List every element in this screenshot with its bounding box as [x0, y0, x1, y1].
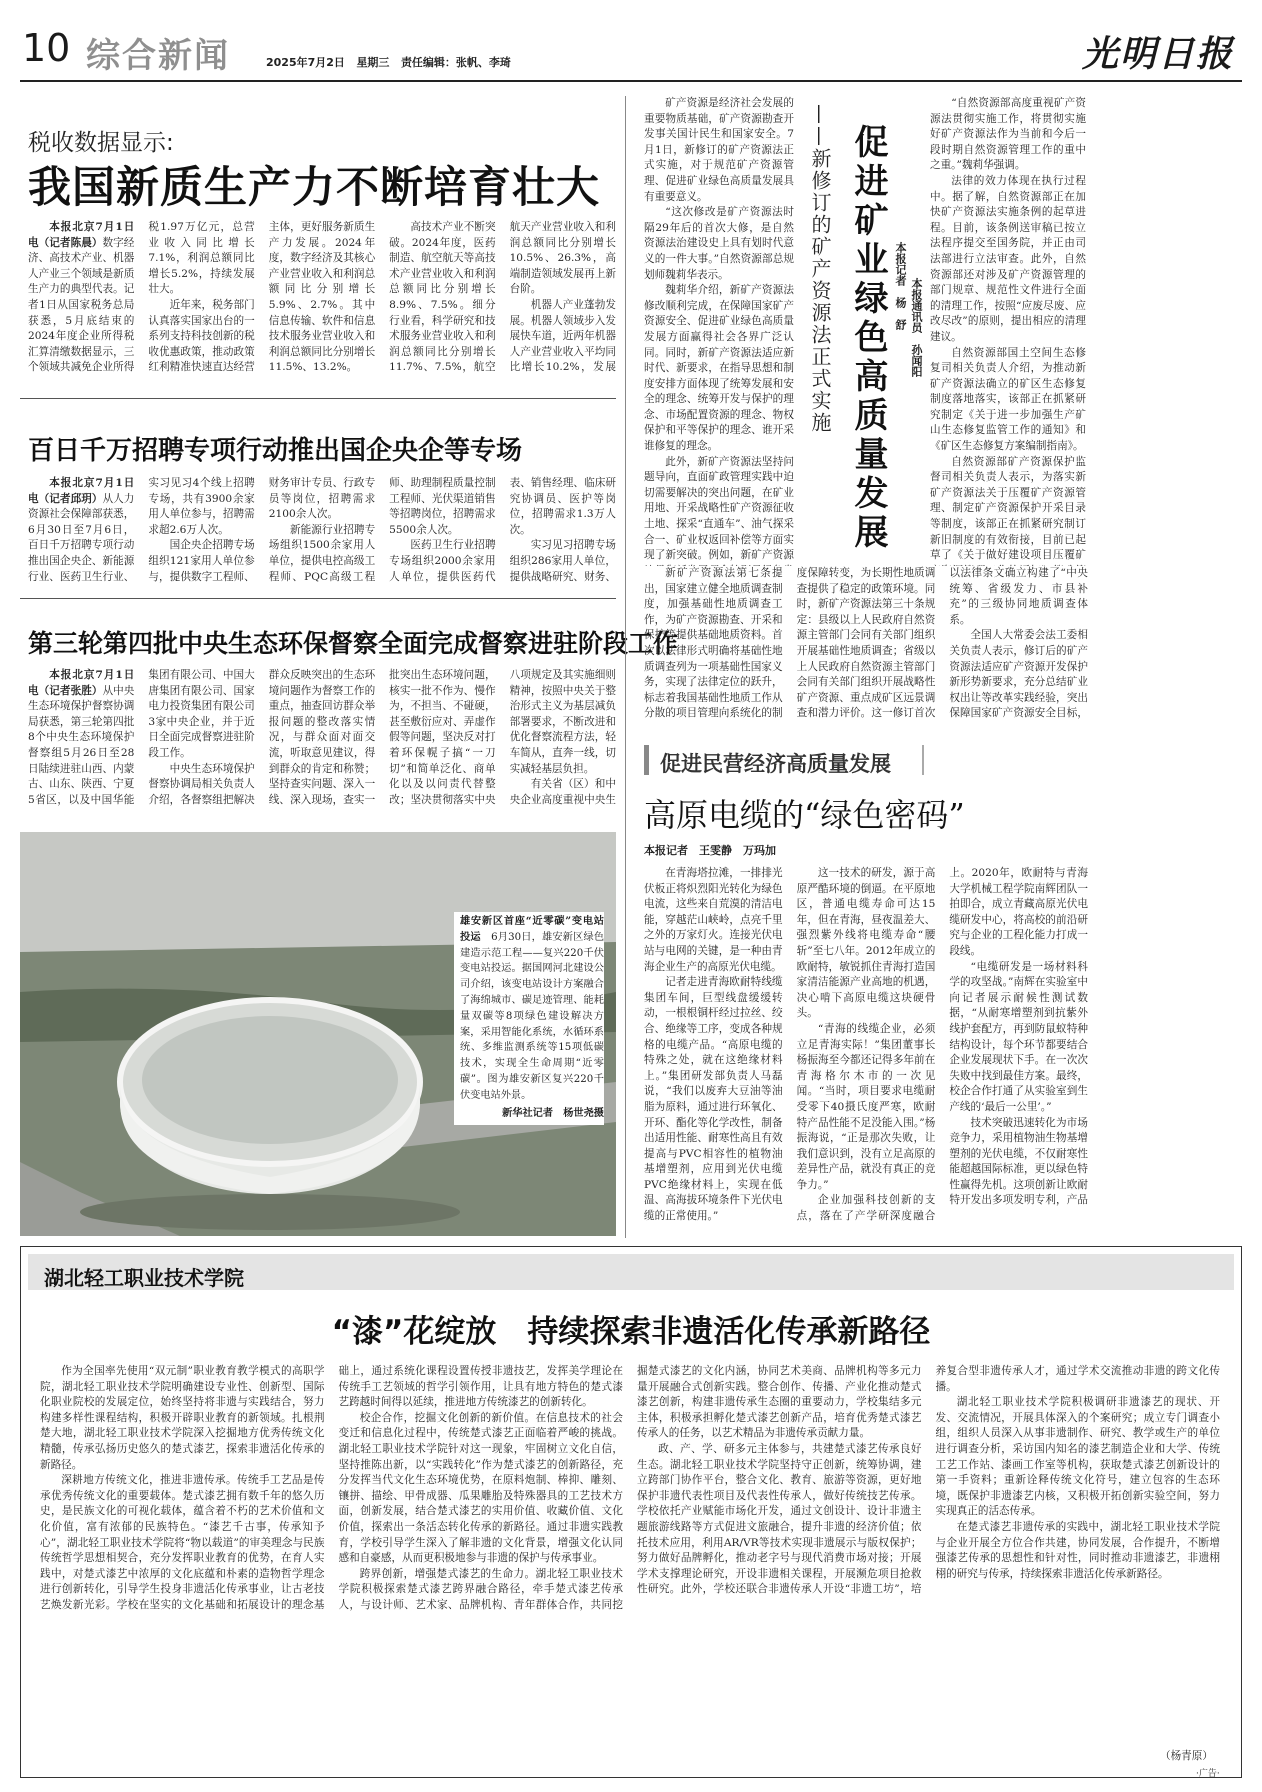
ad-para: 作为全国率先使用“双元制”职业教育教学模式的高职学院，湖北轻工职业技术学院明确建设专业性、创新型、国际化职业院校的发展定位，始终坚持将非遗与实践结合，努力构建多样性课程结构，积极开辟职业教育的新领域。扎根荆楚大地，湖北轻工职业技术学院深入挖掘地方优秀传统文化精髓，传承弘扬历史悠久的楚式漆艺，探索非遗活化传承的新路径。 — [40, 1365, 325, 1471]
mine-para: “这次修改是矿产资源法时隔29年后的首次大修，是自然资源法治建设史上具有划时代意义的一件大事。”自然资源部总规划师魏莉华表示。 — [644, 206, 794, 281]
divider — [20, 598, 616, 599]
mine-body-col2 — [930, 96, 1086, 566]
ad-para: 政、产、学、研多元主体参与，共建楚式漆艺传承良好生态。湖北轻工职业技术学院坚持守正创新，统筹协调，建立跨部门协作平台，整合文化、教育、旅游等资源，更好地保护非遗代表性项目及代表性传承人，做好传统技艺传承。学校依托产业赋能市场化开发，通过文创设计、设计非遗主题旅游线路等方式促进文旅融合，提升非遗的经济价值；依托技术应用，利用AR/VR等技术实现非遗展示与版权保护；努力做好品牌孵化，推动老字号与现代消费市场对接；开展学术支撑理论研究，开设非遗相关课程，开展濒危项目抢救性研究。此外，学校还联合非遗传承人开设“非遗工坊”，培养复合型非遗传承人才，通过学术交流推动非遗的跨文化传播。 — [637, 1365, 1220, 1596]
mine-para: 魏莉华介绍，新矿产资源法修改顺利完成，在保障国家矿产资源安全、促进矿业绿色高质量发展方面赢得社会各界广泛认同。同时，新矿产资源法适应新时代、新要求，在指导思想和制度安排方面体现了统筹发展和安全的理念、统筹开发与保护的理念、市场配置资源的理念、物权保护和平等保护的理念、谁开采谁修复的理念。 — [644, 284, 794, 453]
weekday: 星期三 — [356, 56, 390, 69]
cable-para: 这一技术的研发，源于高原严酷环境的倒逼。在平原地区，普通电缆寿命可达15年，但在青海，昼夜温差大、强烈紫外线将电缆寿命“腰斩”至七八年。2012年成立的欧耐特，敏锐抓住青海打造国家清洁能源产业高地的机遇，决心啃下高原电缆这块硬骨头。 — [796, 867, 936, 1020]
mine-byline-correspondent: 本报通讯员 孙闻阳 — [910, 278, 923, 377]
recruit-lead-bold: 本报北京7月1日电（记者邱玥） — [28, 477, 135, 505]
cable-para: 在青海塔拉滩，一排排光伏板正将炽烈阳光转化为绿色电流，这些来自荒漠的清洁电能，穿越茫山峡岭，点亮千里之外的万家灯火。连接光伏电站与电网的关键，是一种由青海企业生产的高原光伏电缆。 — [644, 867, 783, 973]
mine-para: 新矿产资源法第七条提出，国家建立健全地质调查制度，加强基础性地质调查工作，为矿产资源勘查、开采和保护等提供基础地质资料。首次以法律形式明确将基础性地质调查列为一项基础性国家义务，实现了法律定位的跃升，标志着我国基础性地质工作从分散的项目管理向系统化的制度保障转变，为长期性地质调查提供了稳定的政策环境。同时，新矿产资源法第三十条规定：县级以上人民政府自然资源主管部门会同有关部门组织开展基础性地质调查；省级以上人民政府自然资源主管部门会同有关部门组织开展战略性矿产资源、重点成矿区远景调查和潜力评价。这一修订首次以法律条文确立构建了“中央统筹、省级发力、市县补充”的三级协同地质调查体系。 — [644, 567, 1088, 720]
column-rule — [625, 96, 626, 1238]
tax-lead-bold: 本报北京7月1日电（记者陈晨） — [28, 221, 135, 249]
recruit-para: 实习见习招聘专场组织286家用人单位，提供战略研究、财务、 — [509, 539, 616, 583]
cable-banner: 促进民营经济高质量发展 — [660, 752, 891, 776]
mine-body-lower — [644, 566, 1088, 736]
ad-body — [40, 1364, 1220, 1748]
mine-para: 矿产资源是经济社会发展的重要物质基础，矿产资源勘查开发事关国计民生和国家安全。7月1日，新修订的矿产资源法正式实施，对于规范矿产资源管理、促进矿业绿色高质量发展具有重要意义。 — [644, 97, 794, 203]
recruit-lead: 从人力资源社会保障部获悉，6月30日至7月6日，百日千万招聘专项行动推出国企央企、新能源行业、医药卫生行业、实习见习4个线上招聘专场，共有3900余家用人单位参与，招聘需求超2.6万人次。 — [28, 477, 255, 583]
recruit-para: 医药卫生行业招聘专场组织2000余家用人单位，提供医药代表、销售经理、临床研究协调员、医护等岗位，招聘需求1.3万人次。 — [389, 477, 616, 583]
ad-tag: ·广告· — [1196, 1769, 1220, 1779]
cable-body — [644, 866, 1088, 1236]
divider — [20, 398, 616, 399]
cable-headline: 高原电缆的“绿色密码” — [644, 796, 965, 834]
mine-byline-reporter: 本报记者 杨 舒 — [894, 242, 907, 330]
recruit-headline: 百日千万招聘专项行动推出国企央企等专场 — [28, 436, 523, 466]
tax-lead: 数字经济、高技术产业、机器人产业三个领域是新质生产力的典型代表。记者1日从国家税务总局获悉，5月底结束的2024年度企业所得税汇算清缴数据显示，三个领域共减免企业所得税1.97万亿元，总营业收入同比增长7.1%，利润总额同比增长5.2%，持续发展壮大。 — [28, 221, 255, 374]
mine-para: 全国人大常委会法工委相关负责人表示，修订后的矿产资源法适应矿产资源开发保护新形势新要求，充分总结矿业权出让等改革实践经验，突出保障国家矿产资源安全目标， — [949, 629, 1088, 720]
page-number: 10 — [22, 26, 71, 70]
tax-headline: 我国新质生产力不断培育壮大 — [28, 163, 600, 213]
editors: 责任编辑：张帆、李琦 — [400, 56, 511, 69]
recruit-para: 国企央企招聘专场组织121家用人单位参与，提供数字工程师、财务审计专员、行政专员等岗位，招聘需求2100余人次。 — [148, 477, 376, 583]
ad-para: 湖北轻工职业技术学院积极调研非遗漆艺的现状、开发、交流情况，开展具体深入的个案研究；成立专门调查小组，组织人员深入从事非遗制作、研究、教学或生产的单位进行调查分析，采访国内知名的漆艺制造企业和大学、传统工艺工作站、漆画工作室等机构，获取楚式漆艺创新设计的第一手资料；重新诠释传统文化符号，建立包容的生态环境，既保护非遗漆艺内核，又积极开拓创新实验空间，努力实现真正的活态传承。 — [935, 1396, 1220, 1518]
tax-kicker: 税收数据显示: — [28, 130, 174, 156]
date: 2025年7月2日 — [266, 56, 345, 69]
cable-byline: 本报记者 王雯静 万玛加 — [644, 844, 776, 857]
cable-para: “电缆研发是一场材料科学的攻坚战。”南辉在实验室中向记者展示耐候性测试数据，“从耐寒增塑剂到抗紫外线护套配方，再到防鼠蚁特种结构设计，每个环节都要结合企业发展现状下手。在一次次失败中找到最佳方案。最终，校企合作打通了从实验室到生产线的‘最后一公里’。” — [949, 960, 1088, 1113]
eco-headline: 第三轮第四批中央生态环保督察全面完成督察进驻阶段工作 — [28, 629, 679, 658]
eco-para: 有关省（区）和中央企业高度重视中央生 — [509, 778, 616, 806]
recruit-para: 新能源行业招聘专场组织1500余家用人单位，提供电控高级工程师、PQC高级工程师、助理制程质量控制工程师、光伏渠道销售等招聘岗位，招聘需求5500余人次。 — [268, 477, 496, 583]
mine-body-col1 — [644, 96, 794, 566]
tax-para: 机器人产业蓬勃发展。机器人领域步入发展快车道，近两年机器人产业营业收入平均同比增长10.2%，发展 — [509, 298, 616, 374]
mine-headline: 促进矿业绿色高质量发展 — [848, 124, 888, 553]
cable-para: 记者走进青海欧耐特线缆集团车间，巨型线盘缓缓转动，一根根铜杆经过拉丝、绞合、绝缘等工序，变成各种规格的电缆产品。“高原电缆的特殊之处，就在这绝缘材料上。”集团研发部负责人马磊说，“我们以废弃大豆油等油脂为原料，通过进行环氧化、开环、酯化等化学改性，制备出适用性能、耐寒性高且有效提高与PVC相容性的植物油基增塑剂，应用到光伏电缆PVC绝缘材料上，实现在低温、高海拔环境条件下光伏电缆的正常使用。” — [644, 976, 783, 1223]
ad-para: 在楚式漆艺非遗传承的实践中，湖北轻工职业技术学院与企业开展全方位合作共建，协同发展，合作提升，不断增强漆艺传承的思想性和针对性，同时推动非遗漆艺，非遗栩栩的研究与传承，持续探索非遗活化传承新路径。 — [935, 1520, 1220, 1580]
caption-body: 6月30日，雄安新区绿色建造示范工程——复兴220千伏变电站投运。据国网河北建设公司介绍，该变电站设计方案融合了海绵城市、碳足迹管理、能耗量双碳等8项绿色建设解决方案，采用智能化系统，水循环系统、多维监测系统等15项低碳技术，实现全生命周期“近零碳”。图为雄安新区复兴220千伏变电站外景。 — [460, 931, 605, 1101]
eco-body — [28, 668, 616, 810]
ad-para: 校企合作，挖掘文化创新的新价值。在信息技术的社会变迁和信息化过程中，传统楚式漆艺正面临着严峻的挑战。湖北轻工职业技术学院针对这一现象，牢固树立文化自信，坚持推陈出新，以“实践转化”作为楚式漆艺的创新路径，充分发挥当代文化生态环境优势，在原料炮制、棒抑、雕刻、镶拼、描绘、甲骨成器、瓜果雕胎及特殊器具的工艺技术方面，创新发展，结合楚式漆艺的实用价值、收藏价值、文化价值，探索出一条活态转化传承的新路径。通过非遗实践教育，学校引导学生深入了解非遗的文化背景，增强文化认同感和自豪感，从而更积极地参与非遗的保护与传承事业。 — [338, 1411, 623, 1565]
ad-headline: “漆”花绽放 持续探索非遗活化传承新路径 — [331, 1314, 931, 1350]
mine-para: 自然资源部国土空间生态修复司相关负责人介绍，为推动新矿产资源法确立的矿区生态修复制度落地落实，该部正在抓紧研究制定《关于进一步加强生产矿山生态修复监管工作的通知》和《矿区生态修复方案编制指南》。 — [930, 346, 1086, 453]
eco-para: 中央生态环境保护督察协调局相关负责人介绍，各督察组把解决群众反映突出的生态环境问题作为督察工作的重点，抽查回访群众举报问题的整改落实情况，与群众面对面交流，听取意见建议，得到群众的肯定和称赞；坚持查实问题、深入一线、深入现场，查实一批突出生态环境问题，核实一批不作为、慢作为，不担当、不碰硬，甚至敷衍应对、弄虚作假等问题，坚决反对打着环保幌子搞“一刀切”和简单泛化、商单化以及以问责代替整改；坚决贯彻落实中央八项规定及其实施细则精神，按照中央关于整治形式主义为基层减负部署要求，不断改进和优化督察流程方法，轻车简从，直奔一线，切实减轻基层负担。 — [148, 669, 616, 806]
mine-para: 法律的效力体现在执行过程中。据了解，自然资源部正在加快矿产资源法实施条例的起草进程。目前，该条例送审稿已按立法程序提交至国务院，并正由司法部进行立法审查。此外，自然资源部还对涉及矿产资源管理的部门规章、规范性文件进行全面的清理工作，按照“应废尽废、应改尽改”的原则，提出相应的清理建议。 — [930, 174, 1086, 343]
eco-lead-bold: 本报北京7月1日电（记者张胜） — [28, 669, 135, 697]
caption-title: 雄安新区首座“近零碳”变电站投运 — [460, 915, 604, 943]
tax-para: 高技术产业不断突破。2024年度，医药制造、航空航天等高技术产业营业收入和利润总额同比分别增长8.9%、7.5%。细分行业看，科学研究和技术服务业营业收入和利润总额同比分别增长11.7%、7.5%，航空航天产业营业收入和利润总额同比分别增长10.5%、26.3%，高端制造领域发展再上新台阶。 — [389, 221, 616, 374]
tax-para: 近年来，税务部门认真落实国家出台的一系列支持科技创新的税收优惠政策，推动政策红利精准快速直达经营主体，更好服务新质生产力发展。2024年度，数字经济及其核心产业营业收入和利润总额同比分别增长5.9%、2.7%。其中信息传输、软件和信息技术服务业营业收入和利润总额同比分别增长11.5%、13.2%。 — [148, 221, 376, 374]
masthead — [20, 16, 1242, 82]
newspaper-logo: 光明日报 — [1081, 33, 1234, 75]
photo-caption — [454, 912, 604, 1125]
ad-para: 深耕地方传统文化，推进非遗传承。传统手工艺品是传承优秀传统文化的重要载体。楚式漆艺拥有数千年的悠久历史，是民族文化的可视化载体，蕴含着不朽的艺术价值和文化价值，富有浓郁的民族特色。“漆艺千古事，传承知予心”，湖北轻工职业技术学院将“物以载道”的审美理念与民族传统哲学思想相契合，充分发挥职业教育的优势，在育人实践中，对楚式漆艺中浓厚的文化底蕴和朴素的造物哲学理念进行创新转化，引导学生投身非遗活化传承事业，让古老技艺焕发新光彩。学校在坚实的文化基础和拓展设计的理念基础上，通过系统化课程设置传授非遗技艺，发挥美学理论在传统手工艺领域的哲学引领作用，让具有地方特色的楚式漆艺跨越时间得以延续，推进地方传统漆艺的创新转化。 — [40, 1365, 623, 1611]
cable-para: “青海的线缆企业，必须立足青海实际！”集团董事长杨振海至今都还记得多年前在青海格尔木市的一次见闻。“当时，项目要求电缆耐受零下40摄氏度严寒，欧耐特产品性能不足没能入围。”杨振海说，“正是那次失败，让我们意识到，没有立足高原的差异性产品，就没有真正的竞争力。” — [796, 1022, 936, 1191]
photo-credit: 新华社记者 杨世尧摄 — [502, 1106, 604, 1119]
mine-subtitle: ——新修订的矿产资源法正式实施 — [808, 104, 832, 434]
tax-body — [28, 220, 616, 388]
ad-school-name: 湖北轻工职业技术学院 — [44, 1266, 244, 1290]
issue-date — [266, 54, 511, 70]
eco-lead: 从中央生态环境保护督察协调局获悉，第三轮第四批8个中央生态环境保护督察组5月26日至28日陆续进驻山西、内蒙古、山东、陕西、宁夏5省区，以及中国华能集团有限公司、中国大唐集团有限公司、国家电力投资集团有限公司3家中央企业，并于近日全面完成督察进驻阶段工作。 — [28, 669, 255, 806]
ad-author: （杨青原） — [1160, 1750, 1213, 1762]
recruit-body — [28, 476, 616, 588]
cable-para: 企业加强科技创新的支点，落在了产学研深度融合上。2020年，欧耐特与青海大学机械工程学院南辉团队一拍即合，成立青藏高原光伏电缆研发中心，将高校的前沿研究与企业的工程化能力打成一段线。 — [796, 867, 1088, 1223]
mine-para: 自然资源部矿产资源保护监督司相关负责人表示，为落实新矿产资源法关于压覆矿产资源管理、制定矿产资源保护开采目录等制度，该部正在抓紧研究制订新旧制度的有效衔接，目前已起草了《关于做好建设项目压覆矿 — [930, 455, 1086, 562]
mine-para: 此外，新矿产资源法坚持问题导向，直面矿政管理实践中迫切需要解决的突出问题，在矿业用地、开采战略性矿产资源征收土地、探采“直通车”、油气探采合一、矿业权返回补偿等方面实现了新突破。例如，新矿产资源 — [644, 455, 794, 562]
ad-para: 跨界创新，增强楚式漆艺的生命力。湖北轻工职业技术学院积极探索楚式漆艺跨界融合路径，牵手楚式漆艺传承人，与设计师、艺术家、品牌机构、青年群体合作，共同挖掘楚式漆艺的文化内涵，协同艺术美商、品牌机构等多元力量开展融合式创新实践。整合创作、传播、产业化推动楚式漆艺创新，构建非遗传承生态圈的重要动力，学校集结多元主体，积极承担孵化楚式漆艺创新产品，培育优秀楚式漆艺传承人的任务，以艺术精品为非遗传承贡献力量。 — [338, 1365, 922, 1611]
mine-para: “自然资源部高度重视矿产资源法贯彻实施工作，将贯彻实施好矿产资源法作为当前和今后一段时期自然资源管理工作的重中之重。”魏莉华强调。 — [930, 97, 1086, 172]
section-title: 综合新闻 — [86, 36, 230, 76]
cable-para: 技术突破迅速转化为市场竞争力，采用植物油生物基增塑剂的光伏电缆，不仅耐寒性能超越国际标准，更以绿色特性赢得先机。这项创新让欧耐特开发出多项发明专利，产品 — [949, 1116, 1088, 1207]
